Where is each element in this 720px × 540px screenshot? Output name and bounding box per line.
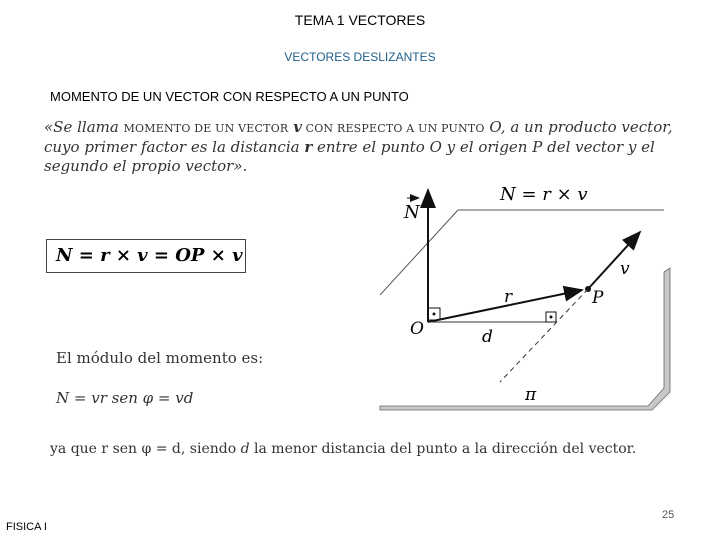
definition-part2: O, a un producto vector, cuyo primer factor es la distancia bbox=[44, 118, 673, 156]
modulo-label: El módulo del momento es: bbox=[56, 349, 264, 367]
explanation-prefix: ya que r sen φ = d, siendo bbox=[50, 441, 241, 457]
moment-diagram bbox=[370, 170, 680, 430]
label-r: r bbox=[504, 287, 513, 307]
definition-text bbox=[44, 118, 684, 176]
footer-course: FISICA I bbox=[6, 521, 47, 533]
definition-smallcaps: MOMENTO DE UN VECTOR bbox=[123, 122, 289, 135]
right-angle-dot-O bbox=[433, 313, 436, 316]
explanation-d: d bbox=[240, 441, 250, 457]
right-angle-dot-foot bbox=[550, 316, 553, 319]
definition-v: v bbox=[293, 118, 302, 136]
label-N: N bbox=[404, 202, 420, 223]
slide-title: TEMA 1 VECTORES bbox=[294, 12, 426, 28]
vector-v-arrow bbox=[588, 232, 640, 289]
label-O: O bbox=[410, 319, 424, 339]
diagram-equation: N = r × v bbox=[500, 184, 588, 205]
moment-formula: N = r × v = OP × v bbox=[56, 245, 243, 266]
line-of-action bbox=[500, 289, 588, 382]
label-P: P bbox=[592, 288, 604, 308]
slide-subtitle: VECTORES DESLIZANTES bbox=[284, 50, 436, 64]
label-d: d bbox=[482, 327, 493, 347]
label-v: v bbox=[620, 259, 630, 279]
section-heading: MOMENTO DE UN VECTOR CON RESPECTO A UN PUNTO bbox=[50, 89, 409, 104]
definition-part1: «Se llama bbox=[44, 118, 124, 136]
modulo-formula: N = vr sen φ = vd bbox=[56, 389, 194, 407]
explanation-text bbox=[50, 441, 636, 457]
label-pi: π bbox=[525, 385, 537, 405]
definition-r: r bbox=[304, 138, 313, 156]
definition-smallcaps2: CON RESPECTO A UN PUNTO bbox=[301, 122, 485, 135]
definition-part3: entre el punto O y el origen P del vector y el segundo el propio vector». bbox=[44, 138, 655, 175]
explanation-suffix: la menor distancia del punto a la dirección del vector. bbox=[249, 441, 637, 457]
page-number: 25 bbox=[662, 509, 675, 521]
